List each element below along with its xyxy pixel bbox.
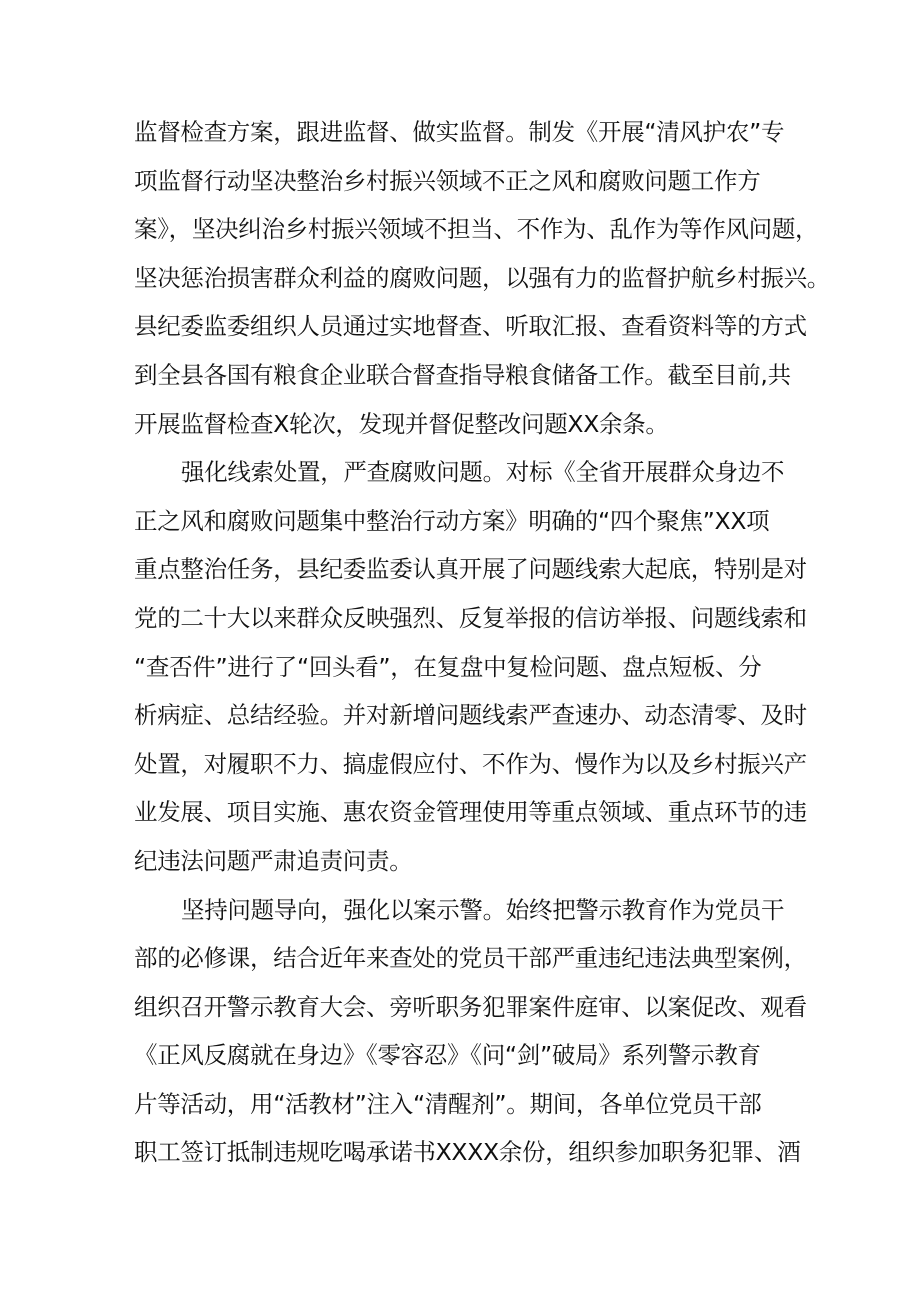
text-line: 职工签订抵制违规吃喝承诺书XXXX余份，组织参加职务犯罪、酒 [134,1138,801,1167]
paragraph-first-line: 强化线索处置，严查腐败问题。对标《全省开展群众身边不 [181,458,785,487]
paragraph-first-line: 坚持问题导向，强化以案示警。始终把警示教育作为党员干 [181,895,785,924]
text-line: 党的二十大以来群众反映强烈、反复举报的信访举报、问题线索和 [134,603,807,632]
text-line: 析病症、总结经验。并对新增问题线索严查速办、动态清零、及时 [134,701,807,730]
text-line: 业发展、项目实施、惠农资金管理使用等重点领域、重点环节的违 [134,798,807,827]
document-body [134,108,830,1177]
text-line: 监督检查方案，跟进监督、做实监督。制发《开展“清风护农”专 [134,118,785,146]
text-line: 部的必修课，结合近年来查处的党员干部严重违纪违法典型案例， [134,944,807,973]
text-line: 组织召开警示教育大会、旁听职务犯罪案件庭审、以案促改、观看 [134,992,807,1021]
text-line: 《正风反腐就在身边》《零容忍》《问“剑”破局》系列警示教育 [134,1041,761,1070]
text-line: 处置，对履职不力、搞虚假应付、不作为、慢作为以及乡村振兴产 [134,749,807,778]
text-line: 坚决惩治损害群众利益的腐败问题，以强有力的监督护航乡村振兴。 [134,263,830,292]
text-line: 项监督行动坚决整治乡村振兴领域不正之风和腐败问题工作方 [134,166,761,195]
text-line: 重点整治任务，县纪委监委认真开展了问题线索大起底，特别是对 [134,555,807,584]
text-line: 案》，坚决纠治乡村振兴领域不担当、不作为、乱作为等作风问题， [134,215,819,244]
text-line: 到全县各国有粮食企业联合督查指导粮食储备工作。截至目前,共 [134,360,791,389]
text-line: 县纪委监委组织人员通过实地督查、听取汇报、查看资料等的方式 [134,312,807,341]
text-line: 开展监督检查X轮次，发现并督促整改问题XX余条。 [134,409,669,438]
text-line: “查否件”进行了“回头看”，在复盘中复检问题、盘点短板、分 [134,652,762,681]
text-line: 纪违法问题严肃追责问责。 [134,846,413,875]
text-line: 正之风和腐败问题集中整治行动方案》明确的“四个聚焦”XX项 [134,506,770,535]
text-line: 片等活动，用“活教材”注入“清醒剂”。期间，各单位党员干部 [134,1089,762,1118]
